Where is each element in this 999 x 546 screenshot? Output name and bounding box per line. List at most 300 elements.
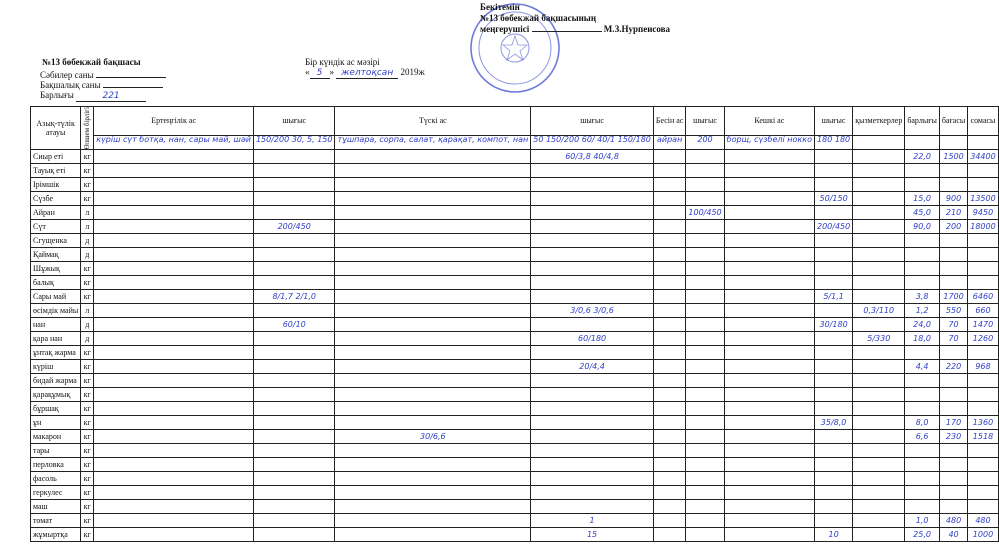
cell-lunch — [335, 472, 531, 486]
table-row — [31, 178, 999, 192]
cell-out2 — [531, 178, 654, 192]
table-row — [31, 164, 999, 178]
cell-sum — [968, 444, 998, 458]
cell-out3 — [686, 430, 724, 444]
cell-breakfast — [94, 318, 254, 332]
col-header-total: барлығы — [905, 107, 940, 136]
cell-out2 — [531, 276, 654, 290]
cell-out4 — [814, 150, 852, 164]
cell-product-name: ұн — [31, 416, 81, 430]
cell-out2: 60/180 — [531, 332, 654, 346]
cell-staff — [853, 150, 905, 164]
table-row — [31, 472, 999, 486]
cell-price: 900 — [939, 192, 967, 206]
cell-total — [905, 472, 940, 486]
cell-snack — [653, 514, 686, 528]
cell-dinner — [724, 318, 814, 332]
cell-total: 45,0 — [905, 206, 940, 220]
cell-breakfast — [94, 374, 254, 388]
cell-price: 480 — [939, 514, 967, 528]
cell-out2 — [531, 458, 654, 472]
cell-out2 — [531, 416, 654, 430]
cell-price — [939, 262, 967, 276]
cell-out2 — [531, 472, 654, 486]
cell-sum: 480 — [968, 514, 998, 528]
cell-sum — [968, 234, 998, 248]
cell-unit: кг — [81, 374, 94, 388]
cell-out3 — [686, 262, 724, 276]
cell-out4: 35/8,0 — [814, 416, 852, 430]
cell-product-name: бұршақ — [31, 402, 81, 416]
cell-out1 — [253, 486, 335, 500]
cell-snack — [653, 402, 686, 416]
cell-sum: 9450 — [968, 206, 998, 220]
cell-out2 — [531, 430, 654, 444]
staff-count: Бақшалық саны — [40, 80, 163, 90]
cell-staff — [853, 458, 905, 472]
cell-staff — [853, 220, 905, 234]
cell-price: 230 — [939, 430, 967, 444]
total-count: Барлығы 221 — [40, 90, 146, 102]
menu-month: желтоқсан — [341, 68, 394, 78]
cell-breakfast — [94, 276, 254, 290]
cell-sum — [968, 164, 998, 178]
cell-breakfast — [94, 402, 254, 416]
org-name: №13 бөбекжай бақшасы — [42, 57, 141, 67]
cell-out4 — [814, 206, 852, 220]
table-row — [31, 374, 999, 388]
cell-price — [939, 402, 967, 416]
cell-out1 — [253, 430, 335, 444]
dish-out3: 200 — [686, 135, 724, 149]
cell-price — [939, 234, 967, 248]
cell-unit: кг — [81, 290, 94, 304]
cell-unit: кг — [81, 514, 94, 528]
cell-breakfast — [94, 360, 254, 374]
cell-out4 — [814, 444, 852, 458]
cell-unit: д — [81, 234, 94, 248]
cell-out1 — [253, 388, 335, 402]
cell-snack — [653, 304, 686, 318]
cell-sum — [968, 346, 998, 360]
cell-out1 — [253, 444, 335, 458]
cell-sum: 660 — [968, 304, 998, 318]
table-row — [31, 304, 999, 318]
cell-breakfast — [94, 416, 254, 430]
cell-snack — [653, 486, 686, 500]
menu-day: 5 — [316, 68, 323, 78]
table-row — [31, 206, 999, 220]
cell-out4 — [814, 332, 852, 346]
cell-staff — [853, 472, 905, 486]
cell-total: 1,0 — [905, 514, 940, 528]
cell-price — [939, 178, 967, 192]
cell-breakfast — [94, 164, 254, 178]
cell-product-name: күріш — [31, 360, 81, 374]
cell-snack — [653, 388, 686, 402]
cell-out2 — [531, 192, 654, 206]
cell-sum: 1000 — [968, 528, 998, 542]
cell-out1: 60/10 — [253, 318, 335, 332]
cell-lunch — [335, 304, 531, 318]
cell-unit: кг — [81, 276, 94, 290]
col-header-product: Азық-түлік атауы — [31, 107, 81, 150]
cell-out4 — [814, 486, 852, 500]
cell-breakfast — [94, 528, 254, 542]
cell-total: 18,0 — [905, 332, 940, 346]
cell-snack — [653, 276, 686, 290]
cell-snack — [653, 360, 686, 374]
cell-out3 — [686, 514, 724, 528]
col-header-price: бағасы — [939, 107, 967, 136]
cell-out1 — [253, 206, 335, 220]
cell-sum — [968, 248, 998, 262]
cell-out2: 1 — [531, 514, 654, 528]
cell-out2: 3/0,6 3/0,6 — [531, 304, 654, 318]
cell-sum — [968, 402, 998, 416]
cell-breakfast — [94, 486, 254, 500]
cell-out3 — [686, 444, 724, 458]
cell-sum: 34400 — [968, 150, 998, 164]
cell-snack — [653, 318, 686, 332]
cell-out3 — [686, 318, 724, 332]
cell-unit: кг — [81, 500, 94, 514]
table-row — [31, 332, 999, 346]
cell-product-name: Қаймақ — [31, 248, 81, 262]
cell-dinner — [724, 402, 814, 416]
table-row — [31, 416, 999, 430]
cell-out3 — [686, 458, 724, 472]
cell-sum — [968, 500, 998, 514]
cell-total: 24,0 — [905, 318, 940, 332]
cell-breakfast — [94, 262, 254, 276]
cell-breakfast — [94, 500, 254, 514]
approval-title: Бекітемін — [480, 2, 520, 12]
cell-price: 210 — [939, 206, 967, 220]
cell-out4 — [814, 430, 852, 444]
cell-out4: 50/150 — [814, 192, 852, 206]
cell-staff — [853, 374, 905, 388]
cell-out3: 100/450 — [686, 206, 724, 220]
cell-product-name: Шұжық — [31, 262, 81, 276]
cell-price: 70 — [939, 318, 967, 332]
cell-lunch — [335, 458, 531, 472]
cell-unit: кг — [81, 178, 94, 192]
cell-lunch — [335, 388, 531, 402]
table-row — [31, 444, 999, 458]
cell-product-name: перловка — [31, 458, 81, 472]
table-row — [31, 262, 999, 276]
cell-staff — [853, 206, 905, 220]
cell-unit: кг — [81, 430, 94, 444]
cell-out4 — [814, 360, 852, 374]
cell-sum: 1360 — [968, 416, 998, 430]
cell-dinner — [724, 416, 814, 430]
cell-dinner — [724, 290, 814, 304]
cell-out2 — [531, 290, 654, 304]
cell-dinner — [724, 444, 814, 458]
dish-out4: 180 180 — [814, 135, 852, 149]
cell-out3 — [686, 388, 724, 402]
cell-lunch — [335, 262, 531, 276]
cell-unit: кг — [81, 164, 94, 178]
table-row — [31, 150, 999, 164]
cell-out4: 200/450 — [814, 220, 852, 234]
cell-staff — [853, 388, 905, 402]
cell-breakfast — [94, 234, 254, 248]
cell-out4 — [814, 234, 852, 248]
cell-breakfast — [94, 220, 254, 234]
cell-out4 — [814, 304, 852, 318]
cell-price: 200 — [939, 220, 967, 234]
cell-snack — [653, 430, 686, 444]
cell-product-name: нан — [31, 318, 81, 332]
cell-out1 — [253, 528, 335, 542]
table-row — [31, 500, 999, 514]
cell-out3 — [686, 346, 724, 360]
cell-out1 — [253, 346, 335, 360]
cell-staff — [853, 248, 905, 262]
cell-out2: 20/4,4 — [531, 360, 654, 374]
cell-staff — [853, 500, 905, 514]
cell-out4 — [814, 276, 852, 290]
cell-unit: кг — [81, 346, 94, 360]
cell-lunch — [335, 402, 531, 416]
cell-product-name: Сүт — [31, 220, 81, 234]
cell-staff — [853, 318, 905, 332]
cell-dinner — [724, 472, 814, 486]
cell-out1 — [253, 276, 335, 290]
cell-price — [939, 276, 967, 290]
col-header-unit: Өлшем бірлігі — [81, 107, 94, 150]
table-row — [31, 248, 999, 262]
table-row — [31, 458, 999, 472]
cell-out1 — [253, 416, 335, 430]
cell-out1 — [253, 514, 335, 528]
cell-out3 — [686, 472, 724, 486]
cell-staff — [853, 430, 905, 444]
cell-breakfast — [94, 206, 254, 220]
cell-snack — [653, 164, 686, 178]
cell-sum — [968, 178, 998, 192]
cell-dinner — [724, 346, 814, 360]
cell-lunch — [335, 178, 531, 192]
cell-out2 — [531, 318, 654, 332]
table-row — [31, 290, 999, 304]
cell-out2 — [531, 486, 654, 500]
cell-unit: кг — [81, 388, 94, 402]
cell-snack — [653, 290, 686, 304]
cell-out3 — [686, 164, 724, 178]
cell-lunch — [335, 444, 531, 458]
approval-role: меңгерушісі М.З.Нурпеисова — [480, 24, 671, 34]
dish-out2: 50 150/200 60/ 40/1 150/180 — [531, 135, 654, 149]
cell-product-name: геркулес — [31, 486, 81, 500]
table-row — [31, 528, 999, 542]
cell-total: 8,0 — [905, 416, 940, 430]
cell-lunch — [335, 514, 531, 528]
cell-staff — [853, 416, 905, 430]
cell-lunch — [335, 374, 531, 388]
cell-sum — [968, 486, 998, 500]
cell-staff — [853, 178, 905, 192]
col-header-sum: сомасы — [968, 107, 998, 136]
table-row — [31, 318, 999, 332]
cell-staff — [853, 514, 905, 528]
cell-staff: 0,3/110 — [853, 304, 905, 318]
cell-snack — [653, 262, 686, 276]
cell-dinner — [724, 514, 814, 528]
cell-out3 — [686, 178, 724, 192]
cell-total — [905, 276, 940, 290]
cell-dinner — [724, 374, 814, 388]
cell-dinner — [724, 178, 814, 192]
cell-dinner — [724, 360, 814, 374]
cell-lunch — [335, 360, 531, 374]
cell-product-name: өсімдік майы — [31, 304, 81, 318]
cell-unit: кг — [81, 360, 94, 374]
menu-title: Бір күндік ас мәзірі — [305, 57, 380, 67]
cell-out1 — [253, 500, 335, 514]
cell-product-name: фасоль — [31, 472, 81, 486]
cell-dinner — [724, 276, 814, 290]
cell-product-name: маш — [31, 500, 81, 514]
cell-staff — [853, 192, 905, 206]
cell-out3 — [686, 360, 724, 374]
cell-out1 — [253, 472, 335, 486]
menu-year: 2019ж — [400, 67, 425, 77]
cell-out3 — [686, 192, 724, 206]
cell-out4 — [814, 388, 852, 402]
cell-product-name: қара нан — [31, 332, 81, 346]
cell-snack — [653, 220, 686, 234]
cell-lunch — [335, 192, 531, 206]
cell-price — [939, 472, 967, 486]
cell-lunch — [335, 276, 531, 290]
cell-out4 — [814, 262, 852, 276]
cell-price — [939, 444, 967, 458]
cell-out3 — [686, 528, 724, 542]
cell-out2 — [531, 220, 654, 234]
cell-total — [905, 486, 940, 500]
cell-lunch — [335, 206, 531, 220]
cell-dinner — [724, 206, 814, 220]
cell-dinner — [724, 458, 814, 472]
cell-out2 — [531, 262, 654, 276]
cell-product-name: ұнтақ жарма — [31, 346, 81, 360]
cell-sum: 6460 — [968, 290, 998, 304]
cell-lunch — [335, 318, 531, 332]
cell-unit: кг — [81, 458, 94, 472]
cell-product-name: томат — [31, 514, 81, 528]
cell-breakfast — [94, 192, 254, 206]
cell-unit: кг — [81, 192, 94, 206]
cell-unit: кг — [81, 416, 94, 430]
cell-total — [905, 458, 940, 472]
cell-out3 — [686, 416, 724, 430]
cell-unit: кг — [81, 262, 94, 276]
table-row — [31, 486, 999, 500]
cell-out2 — [531, 234, 654, 248]
cell-lunch: 30/6,6 — [335, 430, 531, 444]
cell-sum: 13500 — [968, 192, 998, 206]
cell-price: 1500 — [939, 150, 967, 164]
cell-out3 — [686, 248, 724, 262]
cell-price: 220 — [939, 360, 967, 374]
cell-snack — [653, 192, 686, 206]
cell-total — [905, 374, 940, 388]
cell-total — [905, 402, 940, 416]
approval-block — [480, 2, 745, 35]
cell-staff — [853, 360, 905, 374]
dish-dinner: борщ, сүзбелі нокко — [724, 135, 814, 149]
cell-price: 40 — [939, 528, 967, 542]
cell-staff — [853, 402, 905, 416]
cell-total: 1,2 — [905, 304, 940, 318]
cell-breakfast — [94, 430, 254, 444]
col-header-snack: Бесін ас — [653, 107, 686, 136]
cell-total: 3,8 — [905, 290, 940, 304]
col-header-staff: қызметкерлер — [853, 107, 905, 136]
cell-unit: д — [81, 332, 94, 346]
cell-snack — [653, 472, 686, 486]
cell-snack — [653, 528, 686, 542]
cell-dinner — [724, 430, 814, 444]
cell-dinner — [724, 192, 814, 206]
cell-total — [905, 234, 940, 248]
cell-out1 — [253, 304, 335, 318]
total-count-value: 221 — [102, 91, 120, 101]
menu-date: « 5 » желтоқсан 2019ж — [305, 67, 425, 78]
cell-out1 — [253, 360, 335, 374]
cell-out2 — [531, 374, 654, 388]
cell-out4 — [814, 458, 852, 472]
cell-out1 — [253, 262, 335, 276]
col-header-out3: шығыс — [686, 107, 724, 136]
cell-staff — [853, 262, 905, 276]
cell-out1 — [253, 248, 335, 262]
cell-out1 — [253, 402, 335, 416]
table-row — [31, 192, 999, 206]
cell-product-name: макарон — [31, 430, 81, 444]
cell-out1: 8/1,7 2/1,0 — [253, 290, 335, 304]
cell-out2 — [531, 500, 654, 514]
cell-staff — [853, 486, 905, 500]
cell-product-name: қарақұмық — [31, 388, 81, 402]
cell-sum — [968, 388, 998, 402]
cell-snack — [653, 248, 686, 262]
cell-breakfast — [94, 150, 254, 164]
cell-snack — [653, 178, 686, 192]
cell-out4 — [814, 402, 852, 416]
cell-out4 — [814, 178, 852, 192]
menu-table — [30, 106, 999, 542]
cell-snack — [653, 234, 686, 248]
cell-dinner — [724, 332, 814, 346]
cell-unit: д — [81, 318, 94, 332]
cell-out3 — [686, 500, 724, 514]
cell-breakfast — [94, 248, 254, 262]
cell-dinner — [724, 486, 814, 500]
cell-snack — [653, 346, 686, 360]
cell-out2: 15 — [531, 528, 654, 542]
cell-out2: 60/3,8 40/4,8 — [531, 150, 654, 164]
cell-out1 — [253, 374, 335, 388]
cell-out3 — [686, 290, 724, 304]
cell-out2 — [531, 206, 654, 220]
cell-product-name: Сиыр еті — [31, 150, 81, 164]
cell-out2 — [531, 444, 654, 458]
